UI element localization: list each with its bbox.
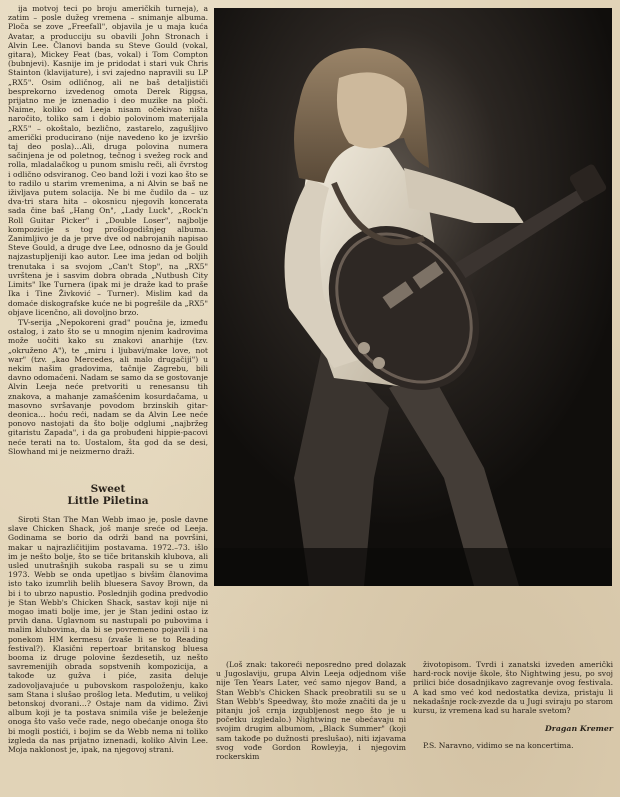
article-paragraph: životopisom. Tvrdi i zanatski izveden američki hard-rock novije škole, što Nightwing jesu, po svoj prilici biće dosadnjikavo zagrevanje ovog festivala. A kad smo već kod nedostatka deviza, pristaju li nekadašnje rock-zvezde da u Jugi sviraju po starom kursu, iz vremena kad su harale svetom? [413,660,613,716]
article-paragraph: (Loš znak: takoreći neposredno pred dolazak u Jugoslaviju, grupa Alvin Leeja odjednom više nije Ten Years Later, već samo njegov Band, a Stan Webb's Chicken Shack preobratili su se u Stan Webb's Speedway, što može značiti da je u pitanju još crnja izgubljenost nego što je u početku izgledalo.) Nightwing ne obećavaju ni svojim drugim albumom, „Black Summer" (koji sam takođe po dužnosti preslušao), niti izjavama svog vođe Gordon Rowleyja, i njegovim rockerskim [216,660,406,762]
article-paragraph: Siroti Stan The Man Webb imao je, posle davne slave Chicken Shack, još manje sreće od Leeja. Godinama se borio da održi band na površini, makar u najrazličitijim postavama. 1972.–73. išlo im je nešto bolje, što se tiče britanskih klubova, ali usled unutrašnjih sukoba raspali su se u zimu 1973. Webb se onda upetljao s bivšim članovima isto tako izumrlih belih bluesera Savoy Brown, da bi i to ubrzo napustio. Poslednjih godina predvodio je Stan Webb's Chicken Shack, sastav koji nije ni mogao imati bolje ime, jer je Stan jedini ostao iz prvih dana. Uglavnom su nastupali po pubovima i malim klubovima, da bi se povremeno pojavili i na ponekom HM kermesu (zvaše li se to Reading festival?). Klasični repertoar britanskog bluesa booma iz druge polovine šezdesetih, uz nešto savremenijih obrada sopstvenih kompozicija, a takođe uz gužva i piće, zasita deluje zadovoljavajuće u pubovskom raspoloženju, kako sam Stana i slušao prošlog leta. Međutim, u velikoj betonskoj dvorani…? Ostaje nam da vidimo. Živi album koji je ta postava snimila više je beleženje onoga što vašo veče rade, nego obećanje onoga što bi mogli postići, i bojim se da Webb nema ni toliko izgleda da nas prijatno iznenadi, koliko Alvin Lee. Moja naklonost je, ipak, na njegovoj strani. [8,515,208,755]
postscript: P.S. Naravno, vidimo se na koncertima. [423,741,574,750]
article-paragraph: ija motvoj teci po broju američkih turneja), a zatim – posle dužeg vremena – snimanje albuma. Ploča se zove „Freefall", objavila je u maja kuća Avatar, a producciju su obavili John Stronach i Alvin Lee. Članovi banda su Steve Gould (vokal, gitara), Mickey Feat (bas, vokal) i Tom Compton (bubnjevi). Kasnije im je pridodat i stari vuk Chris Stainton (klavijature), i svi zajedno napravili su LP „RX5". Osim odličnog, ali ne baš detaljističi besprekorno izvedenog omota Derek Riggsa, prijatno me je iznenadio i deo muzike na ploči. Naime, koliko od Leeja nisam očekivao ništa naročito, toliko sam i dobio polovinom materijala „RX5" – okoštalo, bezlično, zastarelo, zagušljivo američki producirano (nije navedeno ko je izvršio taj deo posla)…Ali, druga polovina numera sačinjena je od poletnog, tečnog i svežeg rock and rolla, mladalačkog u punom smislu reči, ali čvrstog i odlično odsviranog. Ceo band loži i vozi kao što se to radilo u starim vremenima, a ni Alvin se baš ne iživljava putem solacija. Ne bi me čudilo da – uz dva-tri stara hita – okosnicu njegovih koncerata sada čine baš „Hang On", „Lady Luck", „Rock'n Roll Guitar Picker" i „Double Loser", najbolje kompozicije s tog prošlogodišnjeg albuma. Zanimljivo je da je prve dve od nabrojanih napisao Steve Gould, a druge dve Lee, odnosno da je Gould najzastupljeniji kao autor. Lee ima jedan od boljih trenutaka i sa svojom „Can't Stop", na „RX5" uvrštena je i sasvim dobra obrada „Nutbush City Limits" Ike Turnera (ipak mi je draže kad to praše Ika i Tine Živković – Turner). Mislim kad da domaće diskografske kuće ne bi pogrešile da „RX5" objave licenčno, ali dovoljno brzo. [8,4,208,317]
subheading-line-1: Sweet [90,483,126,495]
author-byline: Dragan Kremer [545,724,613,733]
article-bottom-column-2 [413,660,613,720]
article-bottom-column-1 [216,660,406,792]
concert-photo [214,8,612,586]
article-paragraph: TV-serija „Nepokoreni grad" poučna je, između ostalog, i zato što se u mnogim njenim kadrovima može uočiti kako su znakovi anarhije (tzv. „okruženo A"), te „miru i ljubavi/make love, not war" (tzv. „kao Mercedes, ali malo drugačiji") u nekim našim gradovima, tačnije Zagrebu, bili davno odomaćeni. Nadam se samo da se gostovanje Alvin Leeja neće pretvoriti u renesansu tih znakova, a mahanje zamašćenim kosurdačama, u masovno svršavanje povodom brzinskih gitar-deonica… hoću reći, nadam se da Alvin Lee neće ponovo nastojati da što bolje odglumi „najbržeg gitaristu Zapada", i da ga probuđeni hippie-pacovi neće terati na to. Uostalom, šta god da se desi, Slowhand mi je neizmerno draži. [8,317,208,456]
article-left-column-top [8,4,208,480]
subheading-line-2: Little Piletina [67,495,149,507]
section-subheading [8,483,208,507]
guitarist-photo-illustration [214,8,612,586]
article-left-column-bottom [8,515,208,793]
